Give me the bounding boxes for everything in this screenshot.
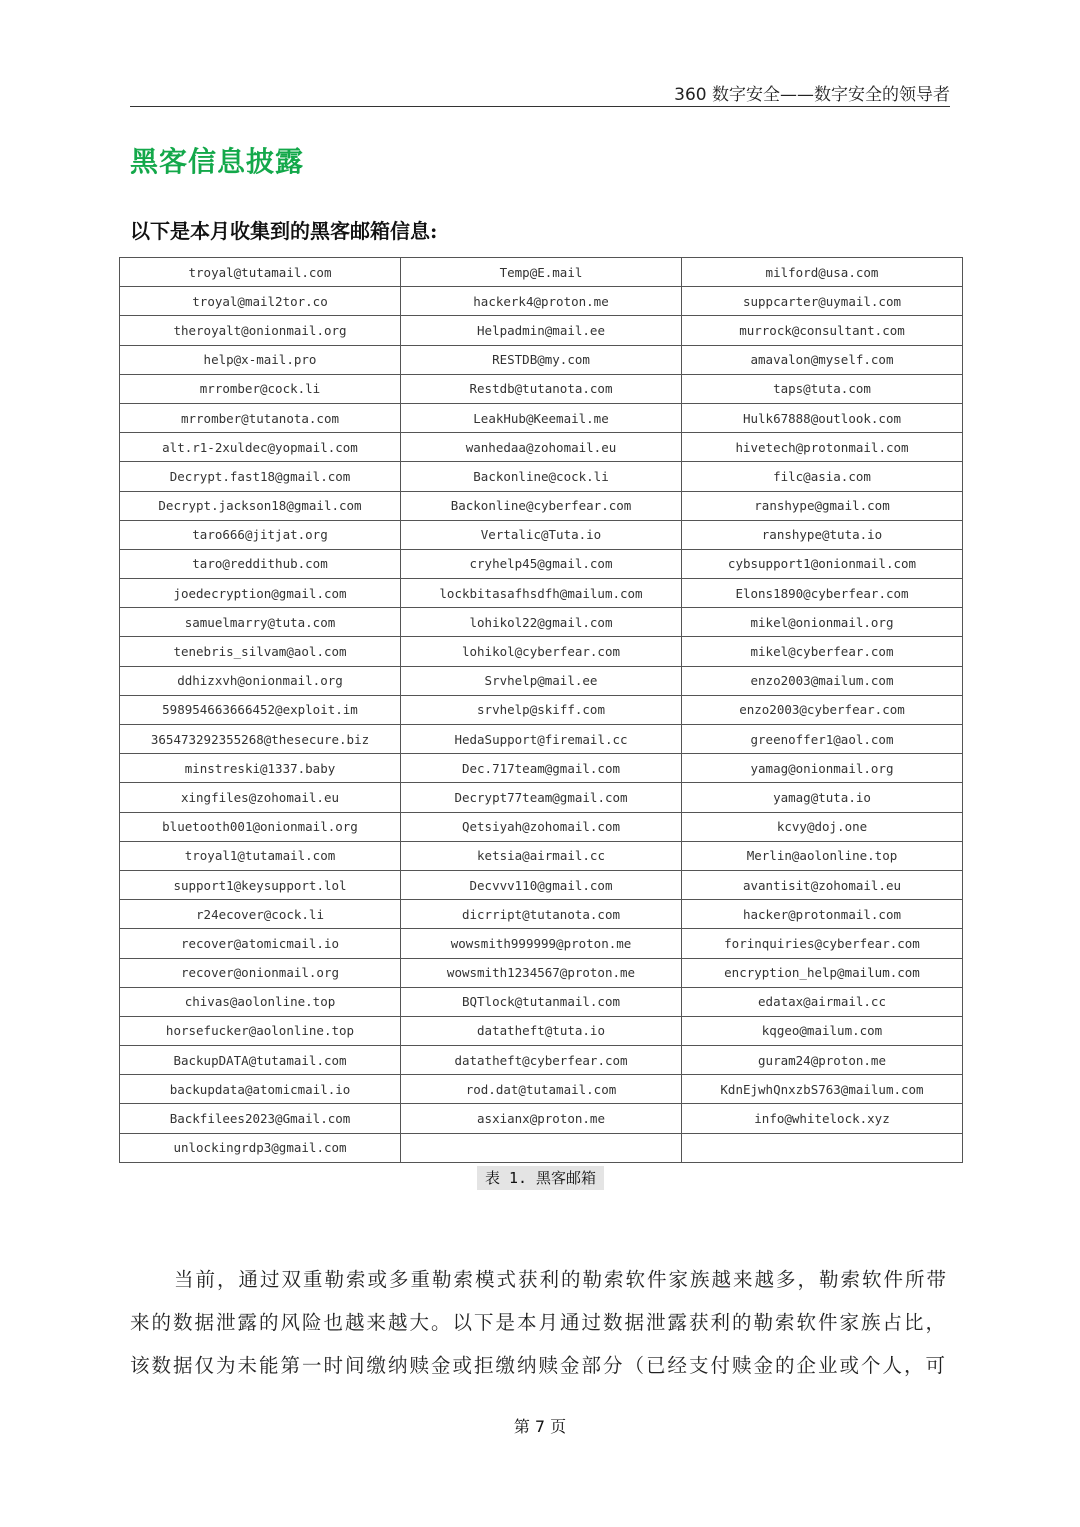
email-cell: bluetooth001@onionmail.org: [120, 812, 401, 841]
email-cell: forinquiries@cyberfear.com: [682, 929, 963, 958]
email-cell: tenebris_silvam@aol.com: [120, 637, 401, 666]
email-cell: ketsia@airmail.cc: [401, 841, 682, 870]
email-cell: ddhizxvh@onionmail.org: [120, 666, 401, 695]
email-cell: troyal@mail2tor.co: [120, 287, 401, 316]
email-cell: Backfilees2023@Gmail.com: [120, 1104, 401, 1133]
email-cell: Vertalic@Tuta.io: [401, 520, 682, 549]
email-cell: ranshype@tuta.io: [682, 520, 963, 549]
email-cell: cybsupport1@onionmail.com: [682, 549, 963, 578]
email-cell: horsefucker@aolonline.top: [120, 1016, 401, 1045]
table-row: [120, 258, 963, 287]
email-cell: suppcarter@uymail.com: [682, 287, 963, 316]
table-row: [120, 549, 963, 578]
email-cell: BQTlock@tutanmail.com: [401, 987, 682, 1016]
email-cell: chivas@aolonline.top: [120, 987, 401, 1016]
page-number: 第 7 页: [513, 1417, 567, 1436]
email-cell: yamag@onionmail.org: [682, 754, 963, 783]
email-cell: cryhelp45@gmail.com: [401, 549, 682, 578]
email-cell: lockbitasafhsdfh@mailum.com: [401, 579, 682, 608]
email-cell: HedaSupport@firemail.cc: [401, 725, 682, 754]
email-cell: wanhedaa@zohomail.eu: [401, 433, 682, 462]
email-cell: Elons1890@cyberfear.com: [682, 579, 963, 608]
email-cell: avantisit@zohomail.eu: [682, 870, 963, 899]
email-cell: unlockingrdp3@gmail.com: [120, 1133, 401, 1162]
email-cell: hivetech@protonmail.com: [682, 433, 963, 462]
table-row: [120, 1046, 963, 1075]
email-cell: Decrypt.fast18@gmail.com: [120, 462, 401, 491]
email-cell: hackerk4@proton.me: [401, 287, 682, 316]
section-title: 黑客信息披露: [130, 145, 305, 178]
email-cell: asxianx@proton.me: [401, 1104, 682, 1133]
paragraph-line-1-text: 当前，通过双重勒索或多重勒索模式获利的勒索软件家族越来越多，勒索软件所带: [174, 1268, 949, 1291]
table-row: [120, 1075, 963, 1104]
intro-text: 以下是本月收集到的黑客邮箱信息:: [130, 219, 438, 243]
page-header: [130, 80, 950, 107]
email-cell: troyal@tutamail.com: [120, 258, 401, 287]
email-cell: kcvy@doj.one: [682, 812, 963, 841]
email-cell: help@x-mail.pro: [120, 345, 401, 374]
email-cell: enzo2003@cyberfear.com: [682, 695, 963, 724]
table-row: [120, 666, 963, 695]
email-cell: lohikol@cyberfear.com: [401, 637, 682, 666]
email-cell: Temp@E.mail: [401, 258, 682, 287]
paragraph-line-3: 该数据仅为未能第一时间缴纳赎金或拒缴纳赎金部分（已经支付赎金的企业或个人，可: [130, 1354, 948, 1377]
email-cell: datatheft@cyberfear.com: [401, 1046, 682, 1075]
table-row: [120, 870, 963, 899]
email-cell: hacker@protonmail.com: [682, 900, 963, 929]
email-cell: greenoffer1@aol.com: [682, 725, 963, 754]
email-cell: datatheft@tuta.io: [401, 1016, 682, 1045]
email-table-body: [120, 258, 963, 1163]
email-cell: Dec.717team@gmail.com: [401, 754, 682, 783]
email-cell: murrock@consultant.com: [682, 316, 963, 345]
email-cell: amavalon@myself.com: [682, 345, 963, 374]
email-cell: KdnEjwhQnxzbS763@mailum.com: [682, 1075, 963, 1104]
email-cell: [401, 1133, 682, 1162]
email-cell: wowsmith1234567@proton.me: [401, 958, 682, 987]
table-row: [120, 462, 963, 491]
email-cell: Merlin@aolonline.top: [682, 841, 963, 870]
email-cell: Restdb@tutanota.com: [401, 374, 682, 403]
email-cell: Hulk67888@outlook.com: [682, 403, 963, 432]
email-cell: filc@asia.com: [682, 462, 963, 491]
table-row: [120, 695, 963, 724]
table-row: [120, 929, 963, 958]
table-row: [120, 841, 963, 870]
table-row: [120, 1016, 963, 1045]
email-cell: joedecryption@gmail.com: [120, 579, 401, 608]
email-cell: edatax@airmail.cc: [682, 987, 963, 1016]
table-row: [120, 812, 963, 841]
email-cell: lohikol22@gmail.com: [401, 608, 682, 637]
email-cell: mrromber@tutanota.com: [120, 403, 401, 432]
email-cell: Decrypt.jackson18@gmail.com: [120, 491, 401, 520]
email-cell: kqgeo@mailum.com: [682, 1016, 963, 1045]
table-row: [120, 345, 963, 374]
email-cell: RESTDB@my.com: [401, 345, 682, 374]
email-cell: srvhelp@skiff.com: [401, 695, 682, 724]
email-cell: samuelmarry@tuta.com: [120, 608, 401, 637]
email-cell: 365473292355268@thesecure.biz: [120, 725, 401, 754]
email-cell: taps@tuta.com: [682, 374, 963, 403]
email-cell: [682, 1133, 963, 1162]
email-cell: Helpadmin@mail.ee: [401, 316, 682, 345]
email-cell: milford@usa.com: [682, 258, 963, 287]
table-row: [120, 374, 963, 403]
table-row: [120, 725, 963, 754]
email-cell: Backonline@cyberfear.com: [401, 491, 682, 520]
email-cell: troyal1@tutamail.com: [120, 841, 401, 870]
email-cell: dicrript@tutanota.com: [401, 900, 682, 929]
table-row: [120, 316, 963, 345]
email-cell: 598954663666452@exploit.im: [120, 695, 401, 724]
table-caption: 表 1. 黑客邮箱: [477, 1166, 604, 1190]
email-cell: alt.r1-2xuldec@yopmail.com: [120, 433, 401, 462]
email-cell: mrromber@cock.li: [120, 374, 401, 403]
email-cell: rod.dat@tutamail.com: [401, 1075, 682, 1104]
email-cell: enzo2003@mailum.com: [682, 666, 963, 695]
table-row: [120, 608, 963, 637]
table-row: [120, 987, 963, 1016]
paragraph-line-2: 来的数据泄露的风险也越来越大。以下是本月通过数据泄露获利的勒索软件家族占比，: [130, 1311, 948, 1334]
table-row: [120, 579, 963, 608]
email-cell: encryption_help@mailum.com: [682, 958, 963, 987]
email-cell: theroyalt@onionmail.org: [120, 316, 401, 345]
email-cell: minstreski@1337.baby: [120, 754, 401, 783]
table-row: [120, 958, 963, 987]
email-cell: yamag@tuta.io: [682, 783, 963, 812]
table-row: [120, 403, 963, 432]
email-cell: info@whitelock.xyz: [682, 1104, 963, 1133]
table-row: [120, 637, 963, 666]
email-cell: mikel@cyberfear.com: [682, 637, 963, 666]
table-row: [120, 1133, 963, 1162]
table-row: [120, 754, 963, 783]
email-cell: taro@reddithub.com: [120, 549, 401, 578]
email-cell: r24ecover@cock.li: [120, 900, 401, 929]
table-row: [120, 783, 963, 812]
email-cell: mikel@onionmail.org: [682, 608, 963, 637]
email-cell: ranshype@gmail.com: [682, 491, 963, 520]
paragraph-line-1: [130, 1258, 952, 1301]
header-text: 360 数字安全——数字安全的领导者: [674, 85, 950, 105]
email-cell: taro666@jitjat.org: [120, 520, 401, 549]
email-cell: recover@onionmail.org: [120, 958, 401, 987]
email-cell: Backonline@cock.li: [401, 462, 682, 491]
email-cell: backupdata@atomicmail.io: [120, 1075, 401, 1104]
email-cell: Decrypt77team@gmail.com: [401, 783, 682, 812]
table-row: [120, 287, 963, 316]
email-cell: recover@atomicmail.io: [120, 929, 401, 958]
email-cell: wowsmith999999@proton.me: [401, 929, 682, 958]
email-cell: guram24@proton.me: [682, 1046, 963, 1075]
table-row: [120, 433, 963, 462]
table-row: [120, 491, 963, 520]
email-cell: support1@keysupport.lol: [120, 870, 401, 899]
body-paragraph: [130, 1258, 952, 1387]
table-row: [120, 1104, 963, 1133]
email-cell: Qetsiyah@zohomail.com: [401, 812, 682, 841]
hacker-email-table: [119, 257, 963, 1163]
email-cell: Srvhelp@mail.ee: [401, 666, 682, 695]
table-row: [120, 900, 963, 929]
email-cell: xingfiles@zohomail.eu: [120, 783, 401, 812]
email-cell: Decvvv110@gmail.com: [401, 870, 682, 899]
email-cell: BackupDATA@tutamail.com: [120, 1046, 401, 1075]
table-row: [120, 520, 963, 549]
email-cell: LeakHub@Keemail.me: [401, 403, 682, 432]
